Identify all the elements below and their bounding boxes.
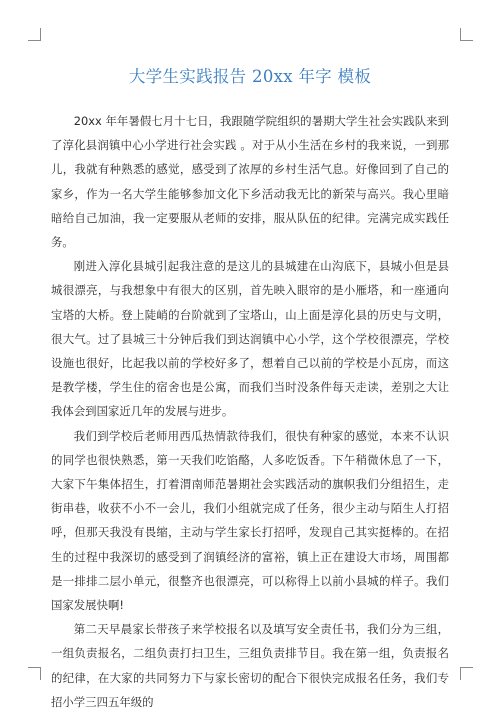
crop-mark-bottom-right [460,667,473,680]
paragraph: 刚进入淳化县城引起我注意的是这儿的县城建在山沟底下，县城小但是县城很漂亮，与我想象中有很大的区别，首先映入眼帘的是小雁塔，和一座通向宝塔的大桥。登上陡峭的台阶就到了宝塔山，山上面是淳化县的历史与文明，很大气。过了县城三十分钟后我们到达润镇中心小学，这个学校很漂亮，学校设施也很好，比起我以前的学校好多了，想着自己以前的学校是小瓦房，而这是教学楼，学生住的宿舍也是公寓，而我们当时没条件每天走读，差别之大让我体会到国家近几年的发展与进步。 [51,259,449,419]
crop-mark-bottom-left [28,667,41,680]
paragraph: 20xx 年年暑假七月十七日，我跟随学院组织的暑期大学生社会实践队来到了淳化县润镇中心小学进行社会实践 。对于从小生活在乡村的我来说，一到那儿，我就有种熟悉的感觉，感受到了浓厚的乡村生活气息。好像回到了自己的家乡，作为一名大学生能够参加文化下乡活动我无比的新荣与高兴。我心里暗暗给自己加油，我一定要服从老师的安排，服从队伍的纪律。完满完成实践任务。 [51,114,449,250]
crop-mark-top-right [460,28,473,41]
document-body [51,109,449,714]
crop-mark-top-left [28,28,41,41]
paragraph: 我们到学校后老师用西瓜热情款待我们，很快有种家的感觉，本来不认识的同学也很快熟悉，第一天我们吃馅酪，人多吃饭香。下午稍微休息了一下，大家下午集体招生，打着渭南师范暑期社会实践活动的旗帜我们分组招生，走街串巷，收获不小不一会儿，我们小组就完成了任务，很少主动与陌生人打招呼，但那天我没有畏缩，主动与学生家长打招呼，发现自己其实挺棒的。在招生的过程中我深切的感受到了润镇经济的富裕，镇上正在建设大市场，周围都是一排排二层小单元，很整齐也很漂亮，可以称得上以前小县城的样子。我们国家发展快啊! [51,428,449,613]
document-title: 大学生实践报告 20xx 年字 模板 [128,67,372,86]
paragraph: 第二天早晨家长带孩子来学校报名以及填写安全责任书，我们分为三组，一组负责报名，二组负责打扫卫生，三组负责排节目。我在第一组，负责报名的纪律，在大家的共同努力下与家长密切的配合下很快完成报名任务，我们专招小学三四五年级的 [51,622,449,709]
